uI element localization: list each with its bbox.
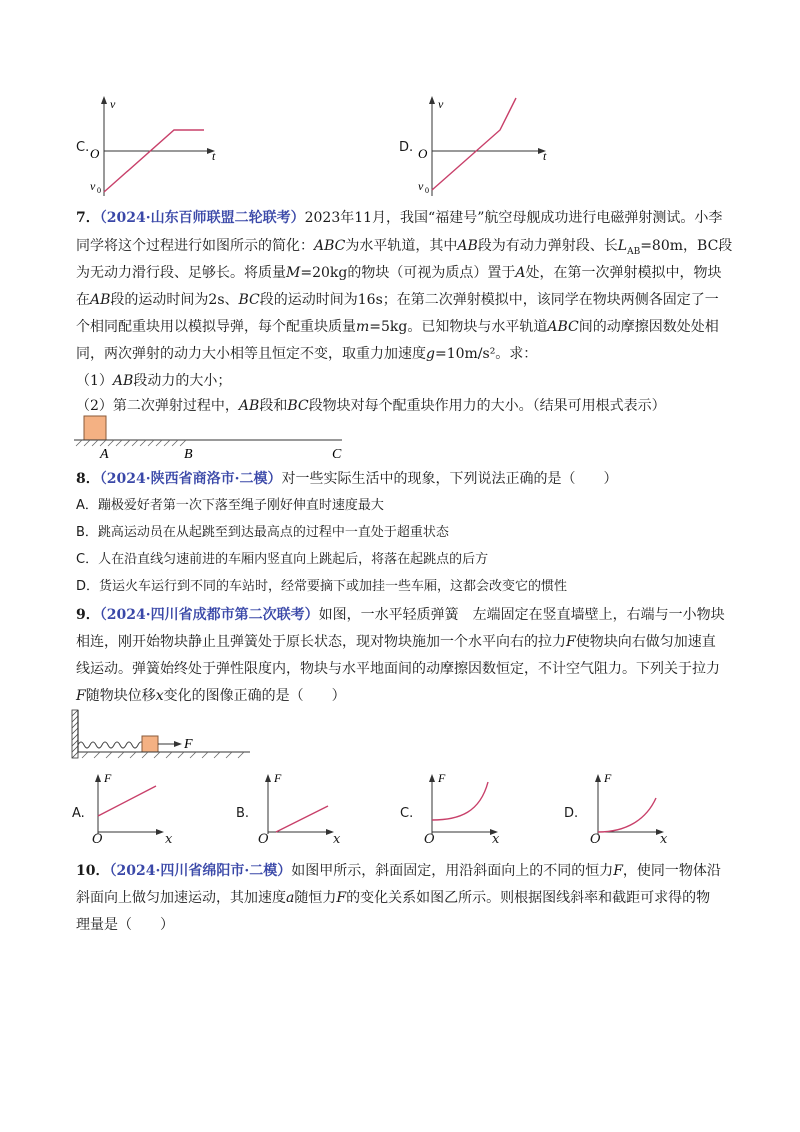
q7-text: =20kg的物块（可视为质点）置于 [300,265,516,281]
v0-subscript: 0 [97,186,101,195]
f-x-graph-b [256,770,338,840]
q7-text: 为水平轨道，其中 [345,238,458,254]
axis-v-label: v [110,97,116,111]
q7-text: 为无动力滑行段、足够长。将质量 [76,265,286,281]
q7-text: =80m，BC段 [640,238,733,254]
q7-line-3 [76,262,726,284]
q7-subquestion-1 [76,370,726,392]
v0-label: v [90,179,96,193]
q7-line-6 [76,343,726,365]
q7-var: AB [457,238,478,254]
origin-label: O [258,832,269,847]
axis-v-label: v [438,97,444,111]
v-t-graph-c [86,94,226,198]
q7-text: =5kg。已知物块与水平轨道 [369,319,548,335]
block [84,416,106,440]
point-a-label: A [100,447,109,462]
force-label: F [184,737,193,752]
v-t-graph-d [410,92,560,198]
q7-var: AB [90,292,111,308]
track-diagram [74,414,364,464]
origin-label: O [418,146,428,161]
question-source: （2024·四川省绵阳市·二模） [109,863,292,879]
q7-text: 间的动摩擦因数处处相 [578,319,719,335]
q7-text: 段的运动时间为16s；在第二次弹射模拟中，该同学在物块两侧各固定了一 [259,292,719,308]
origin-label: O [90,146,100,161]
q7-text: 段为有动力弹射段、长 [477,238,618,254]
arrow-icon [174,741,182,747]
point-c-label: C [332,447,342,462]
q7-var: L [617,238,628,254]
origin-label: O [92,832,103,847]
q7-var: m [356,319,370,335]
q8-stem [76,468,726,490]
q9-option-d-label: D. [564,806,579,821]
q9-text: 如图，一水平轻质弹簧 左端固定在竖直墙壁上，右端与一小物块 [318,607,725,623]
q7-text: 段动力的大小； [133,373,232,389]
q7-text: 段和 [259,398,288,414]
q7-var: AB [112,373,134,389]
q10-var: F [613,863,623,879]
q7-var: BC [238,292,260,308]
v0-label: v [418,179,424,193]
q10-var: a [286,890,295,906]
option-c-label: C. [76,140,90,155]
q7-line-2 [76,235,733,263]
q7-text: 同学将这个过程进行如图所示的简化： [76,238,314,254]
q7-text: （2）第二次弹射过程中， [76,398,239,414]
q9-text: 变化的图像正确的是（ ） [163,688,346,704]
origin-label: O [424,832,435,847]
q7-text: （1） [76,373,113,389]
q10-text: 随恒力 [294,890,337,906]
question-number: 10． [76,863,110,879]
axis-f-label: F [604,771,612,785]
q9-var: F [566,634,576,650]
q7-text: 2023年11月，我国“福建号”航空母舰成功进行电磁弹射测试。小李 [304,210,723,226]
q9-text: 相连，刚开始物块静止且弹簧处于原长状态，现对物块施加一个水平向右的拉力 [76,634,566,650]
q7-line-1 [76,207,726,229]
q7-var: A [515,265,526,281]
axis-x-label: x [660,832,668,847]
q7-text: =10m/s²。求： [434,346,538,362]
q7-var: ABC [314,238,346,254]
q9-option-b-label: B. [236,806,250,821]
q8-option-d: D．货运火车运行到不同的车站时，经常要摘下或加挂一些车厢，这都会改变它的惯性 [76,579,568,594]
q8-text: 对一些实际生活中的现象，下列说法正确的是（ ） [281,471,618,487]
q7-text: 同，两次弹射的动力大小相等且恒定不变，取重力加速度 [76,346,426,362]
q10-line-3: 理量是（ ） [76,917,174,933]
q7-text: 在 [76,292,90,308]
q9-var: x [155,688,164,704]
q9-line-2 [76,631,726,653]
axis-x-label: x [492,832,500,847]
q7-var: g [426,346,435,362]
q10-text: ，使同一物体沿 [622,863,721,879]
q10-line-1 [76,860,726,882]
q7-subscript: AB [627,246,641,257]
f-x-graph-c [420,770,502,840]
question-number: 9． [76,607,100,623]
q7-var: AB [238,398,260,414]
q10-text: 如图甲所示，斜面固定，用沿斜面向上的不同的恒力 [291,863,614,879]
q7-var: ABC [547,319,579,335]
axis-f-label: F [274,771,282,785]
q9-line-4 [76,685,726,707]
q9-line-1 [76,604,726,626]
question-source: （2024·四川省成都市第二次联考） [99,607,319,623]
q9-text: 使物块向右做匀加速直 [575,634,716,650]
q7-line-5 [76,316,726,338]
q9-option-a-label: A. [72,806,85,821]
q7-text: 个相同配重块用以模拟导弹，每个配重块质量 [76,319,356,335]
f-x-graph-d [586,770,668,840]
q9-line-3: 线运动。弹簧始终处于弹性限度内，物块与水平地面间的动摩擦因数恒定，不计空气阻力。下列关于拉力 [76,661,720,677]
axis-x-label: x [333,832,341,847]
q7-line-4 [76,289,726,311]
option-d-label: D. [399,140,414,155]
v0-subscript: 0 [425,186,429,195]
q10-var: F [336,890,347,906]
axis-f-label: F [104,771,112,785]
spring-block-diagram [70,708,255,760]
q7-text: 段物块对每个配重块作用力的大小。（结果可用根式表示） [308,398,666,414]
q7-var: BC [287,398,309,414]
axis-f-label: F [438,771,446,785]
q8-option-a: A．蹦极爱好者第一次下落至绳子刚好伸直时速度最大 [76,498,384,513]
origin-label: O [590,832,601,847]
f-x-graph-a [86,770,168,840]
block [142,736,158,752]
q7-var: M [286,265,301,281]
q9-option-c-label: C. [400,806,414,821]
q10-text: 的变化关系如图乙所示。则根据图线斜率和截距可求得的物 [346,890,711,906]
q8-option-c: C．人在沿直线匀速前进的车厢内竖直向上跳起后，将落在起跳点的后方 [76,552,489,567]
q10-text: 斜面向上做匀加速运动，其加速度 [76,890,286,906]
point-b-label: B [184,447,193,462]
q7-text: 段的运动时间为2s、 [110,292,239,308]
q9-var: F [76,688,86,704]
q9-text: 随物块位移 [85,688,156,704]
q7-text: 处，在第一次弹射模拟中，物块 [525,265,722,281]
q8-option-b: B．跳高运动员在从起跳至到达最高点的过程中一直处于超重状态 [76,525,449,540]
q10-line-2 [76,887,726,909]
question-number: 8． [76,471,100,487]
question-source: （2024·山东百师联盟二轮联考） [99,210,305,226]
axis-t-label: t [543,149,547,163]
question-source: （2024·陕西省商洛市·二模） [99,471,282,487]
axis-x-label: x [165,832,173,847]
spring [78,742,144,748]
question-number: 7． [76,210,100,226]
axis-t-label: t [212,149,216,163]
